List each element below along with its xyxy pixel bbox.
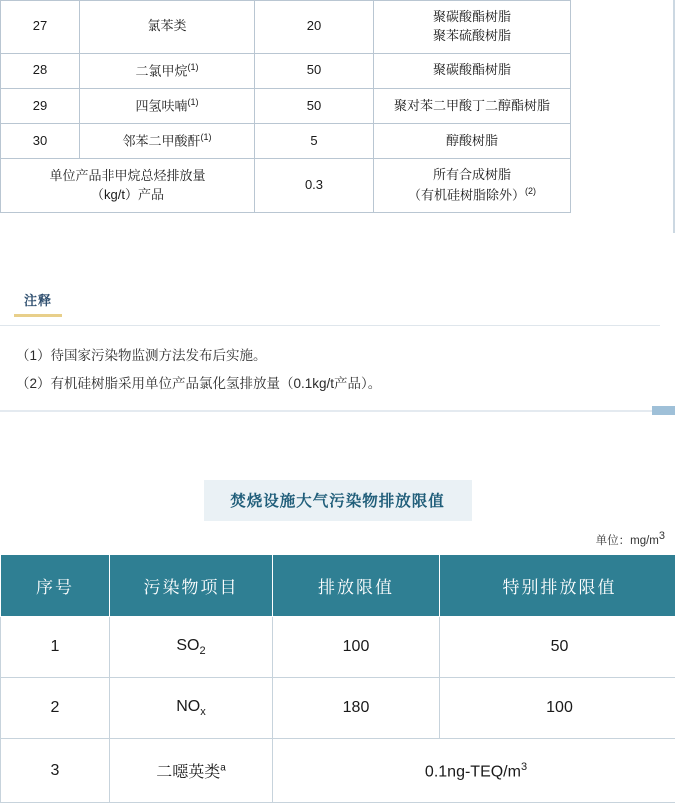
special-emission-limit: 100 [440, 678, 675, 739]
total-row-label [1, 159, 255, 213]
application-scope [374, 88, 571, 123]
pollutant-item [80, 53, 255, 88]
scope-line: 醇酸树脂 [445, 132, 498, 148]
table-row [1, 739, 675, 803]
pollutant-item-label: 邻苯二甲酸酐 [122, 133, 201, 149]
resin-limits-table-continued [0, 0, 550, 213]
pollutant-item-label: 二氯甲烷 [135, 63, 188, 79]
scope-line: 聚碳酸酯树脂 [432, 62, 511, 78]
resin-limits-table [0, 0, 571, 213]
table-row [1, 1, 571, 54]
page-tab-marker [652, 406, 675, 415]
merged-limit-exponent: 3 [520, 760, 528, 773]
pollutant-item [80, 88, 255, 123]
unit-label [0, 521, 675, 554]
section-title: 焚烧设施大气污染物排放限值 [204, 480, 472, 521]
pollutant-item [110, 739, 273, 803]
application-scope [374, 124, 571, 159]
pollutant-item-label: SO [176, 636, 200, 654]
emission-limit: 0.3 [255, 159, 374, 213]
total-label-line: （kg/t）产品 [91, 186, 164, 202]
pollutant-item-label: 四氢呋喃 [135, 98, 188, 114]
pollutant-item [80, 124, 255, 159]
pollutant-item-label: NO [176, 698, 201, 716]
application-scope [374, 1, 571, 54]
row-number: 29 [1, 88, 80, 123]
row-number: 28 [1, 53, 80, 88]
total-label-line: 单位产品非甲烷总烃排放量 [49, 167, 206, 183]
pollutant-item-label: 二噁英类 [156, 764, 221, 782]
footnote-marker: (1) [200, 132, 212, 143]
emission-limit: 5 [255, 124, 374, 159]
row-number: 3 [1, 739, 110, 803]
special-emission-limit: 50 [440, 616, 675, 677]
unit-label-text: 单位：mg/m [595, 534, 659, 547]
merged-emission-limit [273, 739, 675, 803]
pollutant-subscript: x [200, 706, 206, 719]
emission-limit: 180 [273, 678, 440, 739]
footnote-marker: (2) [525, 186, 536, 197]
pollutant-subscript: 2 [199, 645, 206, 658]
table-row [1, 88, 571, 123]
pollutant-item [80, 1, 255, 54]
notes-heading: 注释 [14, 286, 62, 317]
row-number: 2 [1, 678, 110, 739]
emission-limit: 50 [255, 88, 374, 123]
pollutant-item [110, 616, 273, 677]
scope-line: 聚对苯二甲酸丁二醇酯树脂 [393, 97, 550, 113]
incineration-emission-section [0, 480, 675, 803]
pollutant-item-label: 氯苯类 [147, 18, 187, 34]
footnote-marker: (1) [187, 61, 199, 72]
table-row [1, 616, 675, 677]
row-number: 1 [1, 616, 110, 677]
application-scope [374, 53, 571, 88]
footnote-marker: (1) [187, 96, 199, 107]
emission-limit: 20 [255, 1, 374, 54]
row-number: 27 [1, 1, 80, 54]
table-row [1, 678, 675, 739]
header-special-limit: 特别排放限值 [440, 554, 675, 616]
scope-line: 聚苯硫酸树脂 [432, 27, 511, 43]
merged-limit-text: 0.1ng-TEQ/m [424, 762, 521, 780]
pollutant-item [110, 678, 273, 739]
header-no: 序号 [1, 554, 110, 616]
note-item: （2）有机硅树脂采用单位产品氯化氢排放量（0.1kg/t产品）。 [16, 376, 382, 392]
section-separator [0, 410, 660, 412]
scope-line-text: （有机硅树脂除外） [407, 187, 525, 203]
notes-section [0, 286, 660, 399]
header-pollutant: 污染物项目 [110, 554, 273, 616]
scope-line [378, 185, 566, 205]
application-scope [374, 159, 571, 213]
scope-line: 所有合成树脂 [432, 167, 511, 183]
scope-line: 聚碳酸酯树脂 [432, 9, 511, 24]
notes-divider [0, 325, 660, 326]
unit-exponent: 3 [658, 530, 665, 542]
table-row [1, 53, 571, 88]
incineration-emission-table [0, 554, 675, 803]
emission-limit: 100 [273, 616, 440, 677]
row-number: 30 [1, 124, 80, 159]
table-row [1, 124, 571, 159]
note-item: （1）待国家污染物监测方法发布后实施。 [16, 348, 267, 363]
notes-body [0, 342, 660, 399]
table-row-total [1, 159, 571, 213]
footnote-marker: a [220, 762, 226, 774]
header-limit: 排放限值 [273, 554, 440, 616]
table-header-row [1, 554, 675, 616]
emission-limit: 50 [255, 53, 374, 88]
